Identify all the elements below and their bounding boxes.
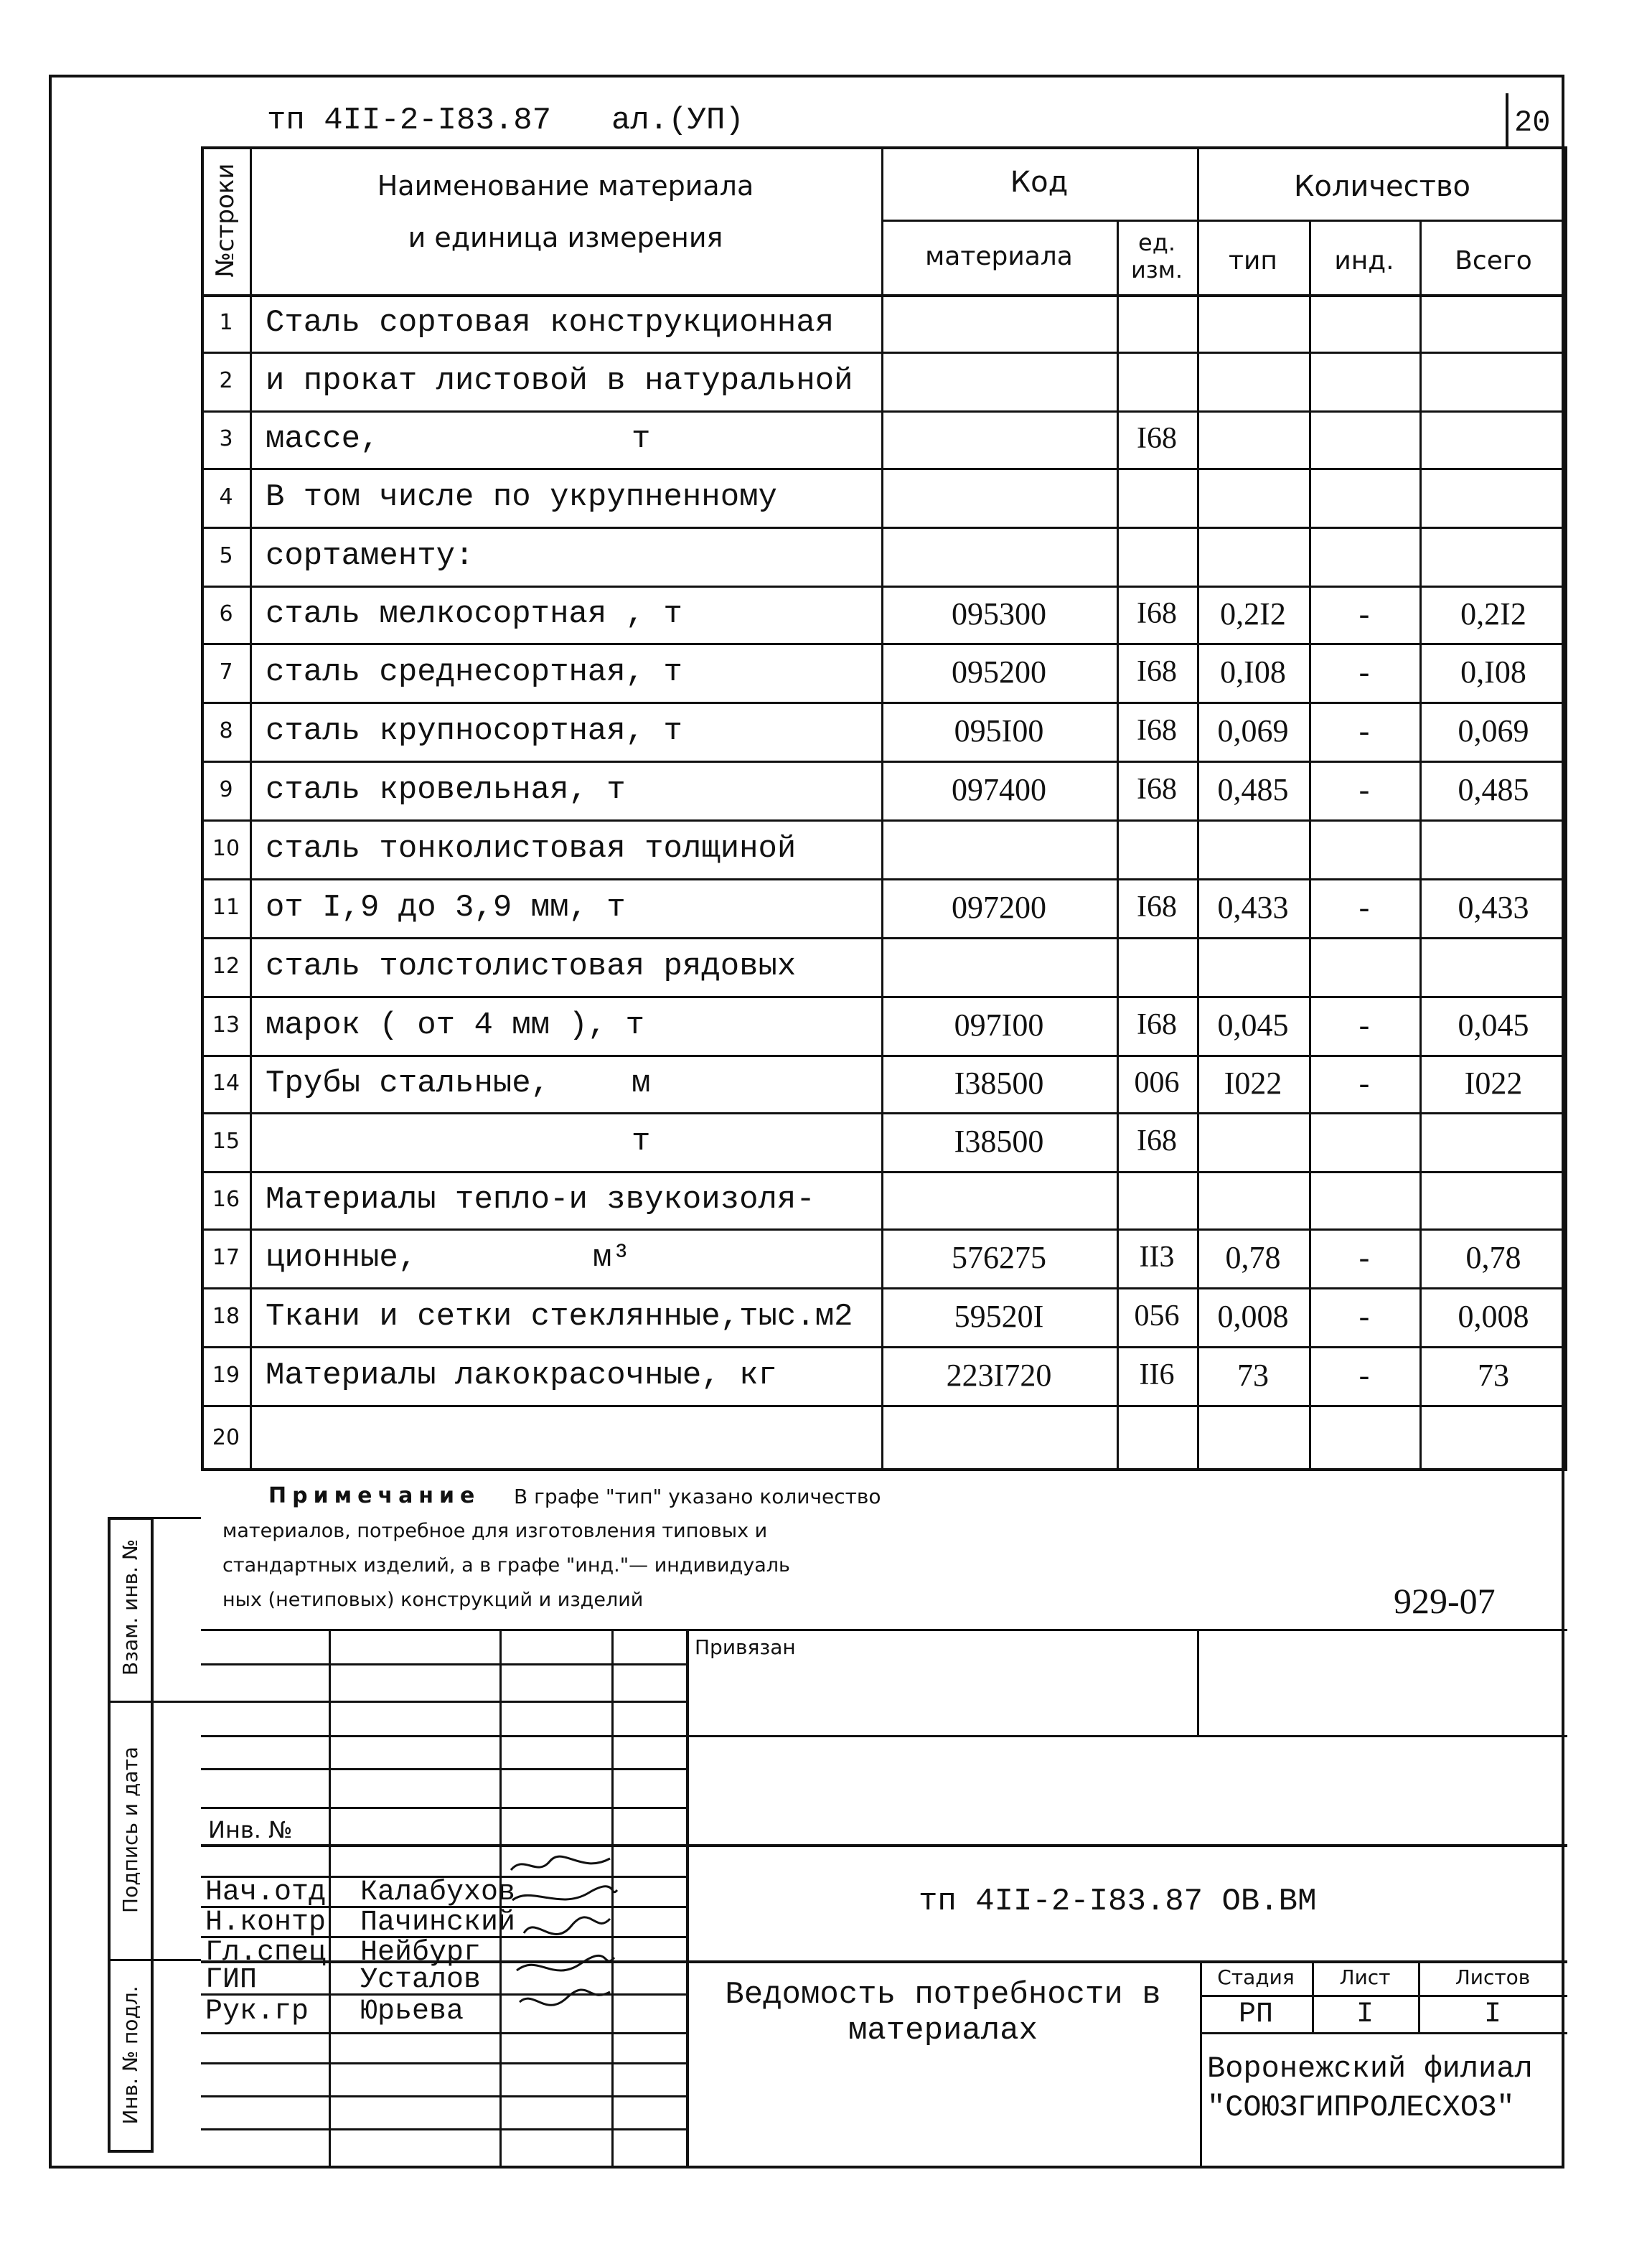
header-split-line	[881, 220, 1567, 222]
tb-row	[201, 1735, 1567, 1737]
qty-total: 73	[1478, 1358, 1509, 1393]
staff-role: Гл.спец	[205, 1937, 327, 1969]
unit-code: II3	[1139, 1241, 1175, 1274]
qty-total: 0,433	[1458, 890, 1529, 925]
tb-col	[329, 1629, 331, 2167]
staff-name: Нейбург	[360, 1937, 482, 1969]
material-code: 097400	[952, 772, 1046, 807]
material-name: сортаменту:	[266, 538, 474, 574]
unit-code: I68	[1137, 1124, 1177, 1157]
material-name: сталь толстолистовая рядовых	[266, 949, 797, 985]
unit-code: I68	[1137, 891, 1177, 924]
tb-row	[1200, 2032, 1567, 2034]
side-label-inv-podl: Инв. № подл.	[118, 1986, 142, 2125]
row-number: 15	[212, 1129, 240, 1154]
side-strip-divider	[108, 1959, 201, 1961]
unit-code: I68	[1137, 714, 1177, 747]
material-name: ционные,	[266, 1240, 418, 1276]
row-number: 14	[212, 1071, 240, 1096]
material-code: 576275	[952, 1240, 1046, 1275]
unit-code: I68	[1137, 655, 1177, 688]
row-number: 10	[212, 836, 240, 861]
material-code: 097200	[952, 890, 1046, 925]
name-header-line1: Наименование материала	[377, 170, 754, 202]
tb-row	[201, 1768, 686, 1770]
row-divider	[201, 819, 1567, 822]
row-number: 7	[219, 659, 233, 685]
code-material-header: материала	[925, 242, 1073, 271]
material-name: сталь среднесортная, т	[266, 654, 682, 690]
tb-row	[201, 2128, 686, 2130]
org-line1: Воронежский филиал	[1207, 2052, 1533, 2086]
row-number: 3	[219, 426, 233, 451]
material-name: сталь мелкосортная , т	[266, 596, 682, 632]
material-name: сталь кровельная, т	[266, 772, 626, 808]
material-name: В том числе по укрупненному	[266, 479, 777, 515]
qty-ind: -	[1358, 1007, 1370, 1043]
sheets-label: Листов	[1455, 1965, 1531, 1989]
qty-ind: -	[1358, 1299, 1370, 1334]
inv-no-label: Инв. №	[208, 1816, 293, 1843]
row-divider	[201, 996, 1567, 998]
signatures	[502, 1848, 624, 2064]
row-number: 2	[219, 368, 233, 393]
tb-row	[201, 1701, 686, 1703]
header-bottom-line	[201, 294, 1567, 297]
unit-suffix: м	[632, 1066, 651, 1101]
row-number: 17	[212, 1245, 240, 1270]
row-divider	[201, 878, 1567, 880]
row-divider	[201, 643, 1567, 645]
row-divider	[201, 586, 1567, 588]
tb-row	[201, 1844, 1567, 1847]
qty-type: 0,045	[1217, 1007, 1289, 1043]
qty-total: 0,78	[1465, 1240, 1521, 1275]
row-number: 16	[212, 1187, 240, 1212]
row-number: 5	[219, 543, 233, 568]
qty-ind-header: инд.	[1334, 246, 1394, 276]
material-code: 095300	[952, 596, 1046, 631]
tb-row	[201, 2095, 686, 2097]
unit-suffix: т	[632, 1124, 651, 1160]
qty-total: 0,045	[1458, 1007, 1529, 1043]
staff-role: Нач.отд	[205, 1876, 327, 1909]
material-name: массе,	[266, 421, 380, 457]
staff-role: Рук.гр	[205, 1996, 309, 2028]
doc-title-line1: Ведомость потребности в	[725, 1977, 1161, 2013]
unit-code: II6	[1139, 1358, 1175, 1391]
material-code: 097I00	[954, 1007, 1044, 1043]
note-line2: материалов, потребное для изготовления типовых и	[222, 1520, 768, 1542]
note-line3: стандартных изделий, а в графе "инд."— индивидуаль	[222, 1554, 790, 1577]
row-divider	[201, 937, 1567, 939]
qty-ind: -	[1358, 713, 1370, 748]
qty-ind: -	[1358, 772, 1370, 807]
material-code: I38500	[954, 1066, 1044, 1101]
qty-total: 0,485	[1458, 772, 1529, 807]
row-number: 11	[212, 895, 240, 920]
side-label-vzam-inv: Взам. инв. №	[118, 1538, 142, 1676]
code-group-header: Код	[1010, 166, 1069, 199]
material-name: Материалы тепло-и звукоизоля-	[266, 1182, 815, 1218]
qty-type: 0,78	[1225, 1240, 1281, 1275]
qty-type-header: тип	[1229, 246, 1277, 276]
doc-code: тп 4II-2-I83.87	[267, 103, 552, 138]
sheet-value: I	[1356, 1998, 1374, 2031]
qty-total: 0,008	[1458, 1299, 1529, 1334]
staff-name: Пачинский	[360, 1907, 516, 1939]
name-header-line2: и единица измерения	[408, 222, 723, 253]
row-divider	[201, 1405, 1567, 1407]
row-number: 4	[219, 484, 233, 509]
sheet-label: Лист	[1339, 1965, 1391, 1989]
unit-code: I68	[1137, 422, 1177, 455]
code-unit-header-line2: изм.	[1130, 256, 1183, 283]
row-divider	[201, 1112, 1567, 1114]
row-divider	[201, 1055, 1567, 1057]
row-divider	[201, 1228, 1567, 1231]
row-number: 18	[212, 1304, 240, 1329]
qty-total: 0,2I2	[1460, 596, 1526, 631]
note-title: Примечание	[268, 1483, 481, 1508]
stage-value: РП	[1238, 1998, 1273, 2031]
qty-ind: -	[1358, 1066, 1370, 1101]
qty-type: 0,008	[1217, 1299, 1289, 1334]
tb-col	[1200, 1960, 1202, 2169]
col-line	[250, 146, 252, 1471]
qty-total: 0,069	[1458, 713, 1529, 748]
row-divider	[201, 527, 1567, 529]
note-line4: ных (нетиповых) конструкций и изделий	[222, 1589, 644, 1611]
qty-type: 0,433	[1217, 890, 1289, 925]
staff-name: Усталов	[360, 1964, 482, 1996]
unit-code: I68	[1137, 773, 1177, 806]
unit-code: 056	[1134, 1300, 1180, 1333]
qty-total-header: Всего	[1455, 246, 1532, 276]
material-code: I38500	[954, 1124, 1044, 1159]
row-divider	[201, 410, 1567, 413]
material-name: марок ( от 4 мм ), т	[266, 1007, 645, 1043]
qty-ind: -	[1358, 654, 1370, 690]
material-name: сталь тонколистовая толщиной	[266, 831, 797, 867]
row-divider	[201, 1287, 1567, 1289]
sheets-value: I	[1483, 1998, 1501, 2031]
designation: тп 4II-2-I83.87 ОВ.ВМ	[919, 1884, 1317, 1920]
side-label-podpis-data: Подпись и дата	[118, 1747, 142, 1913]
qty-ind: -	[1358, 596, 1370, 631]
qty-ind: -	[1358, 1358, 1370, 1393]
qty-type: 0,485	[1217, 772, 1289, 807]
code-unit-header-line1: ед.	[1138, 229, 1175, 256]
unit-suffix: м³	[593, 1240, 631, 1276]
staff-role: ГИП	[205, 1964, 258, 1996]
row-number: 12	[212, 954, 240, 979]
unit-code: I68	[1137, 1008, 1177, 1041]
tb-col	[686, 1629, 689, 2167]
unit-code: 006	[1134, 1066, 1180, 1099]
material-name: Материалы лакокрасочные, кг	[266, 1358, 777, 1394]
tb-row	[201, 1807, 686, 1809]
unit-suffix: т	[632, 421, 651, 457]
row-divider	[201, 702, 1567, 704]
qty-type: 0,2I2	[1220, 596, 1286, 631]
stage-label: Стадия	[1217, 1965, 1295, 1989]
qty-total: 0,I08	[1460, 654, 1526, 690]
staff-name: Юрьева	[360, 1996, 464, 2028]
staff-role: Н.контр	[205, 1907, 327, 1939]
row-number: 1	[219, 310, 233, 335]
qty-ind: -	[1358, 1240, 1370, 1275]
material-code: 59520I	[954, 1299, 1044, 1334]
material-code: 095I00	[954, 713, 1044, 748]
row-divider	[201, 1171, 1567, 1173]
material-name: сталь крупносортная, т	[266, 713, 682, 749]
side-strip-divider	[154, 1517, 201, 1519]
side-strip-divider	[108, 1701, 201, 1703]
col-line	[1117, 220, 1119, 1471]
note-line1: В графе "тип" указано количество	[514, 1485, 881, 1508]
row-number: 8	[219, 718, 233, 743]
row-divider	[201, 1346, 1567, 1348]
row-number: 13	[212, 1012, 240, 1038]
page-number: 20	[1514, 105, 1551, 140]
row-number: 19	[212, 1363, 240, 1388]
archive-number: 929-07	[1394, 1581, 1496, 1621]
doc-title-line2: материалах	[848, 2013, 1038, 2049]
material-name: Трубы стальные,	[266, 1066, 550, 1101]
material-name: Ткани и сетки стеклянные,тыс.м2	[266, 1299, 853, 1335]
material-name: Сталь сортовая конструкционная	[266, 305, 835, 341]
album-label: ал.(УП)	[611, 103, 744, 138]
row-divider	[201, 468, 1567, 470]
material-code: 223I720	[946, 1358, 1052, 1393]
material-name: от I,9 до 3,9 мм, т	[266, 890, 626, 926]
row-divider	[201, 352, 1567, 354]
unit-code: I68	[1137, 597, 1177, 630]
qty-group-header: Количество	[1293, 170, 1470, 203]
tb-row	[201, 1663, 686, 1665]
row-number-header: №строки	[211, 163, 240, 278]
col-line	[1309, 220, 1311, 1471]
row-number: 6	[219, 601, 233, 626]
privyazan-label: Привязан	[695, 1635, 796, 1659]
qty-type: I022	[1224, 1066, 1282, 1101]
title-block-top	[201, 1629, 1567, 1631]
tb-row	[1200, 1995, 1567, 1997]
material-code: 095200	[952, 654, 1046, 690]
material-name: и прокат листовой в натуральной	[266, 363, 853, 399]
qty-ind: -	[1358, 890, 1370, 925]
col-line	[1419, 220, 1422, 1471]
qty-type: 0,069	[1217, 713, 1289, 748]
tb-col	[1197, 1629, 1199, 1735]
org-line2: "СОЮЗГИПРОЛЕСХОЗ"	[1207, 2090, 1515, 2125]
row-number: 20	[212, 1425, 240, 1450]
row-divider	[201, 761, 1567, 763]
qty-type: 0,I08	[1220, 654, 1286, 690]
qty-total: I022	[1464, 1066, 1523, 1101]
qty-type: 73	[1237, 1358, 1269, 1393]
staff-name: Калабухов	[360, 1876, 516, 1909]
row-number: 9	[219, 777, 233, 802]
